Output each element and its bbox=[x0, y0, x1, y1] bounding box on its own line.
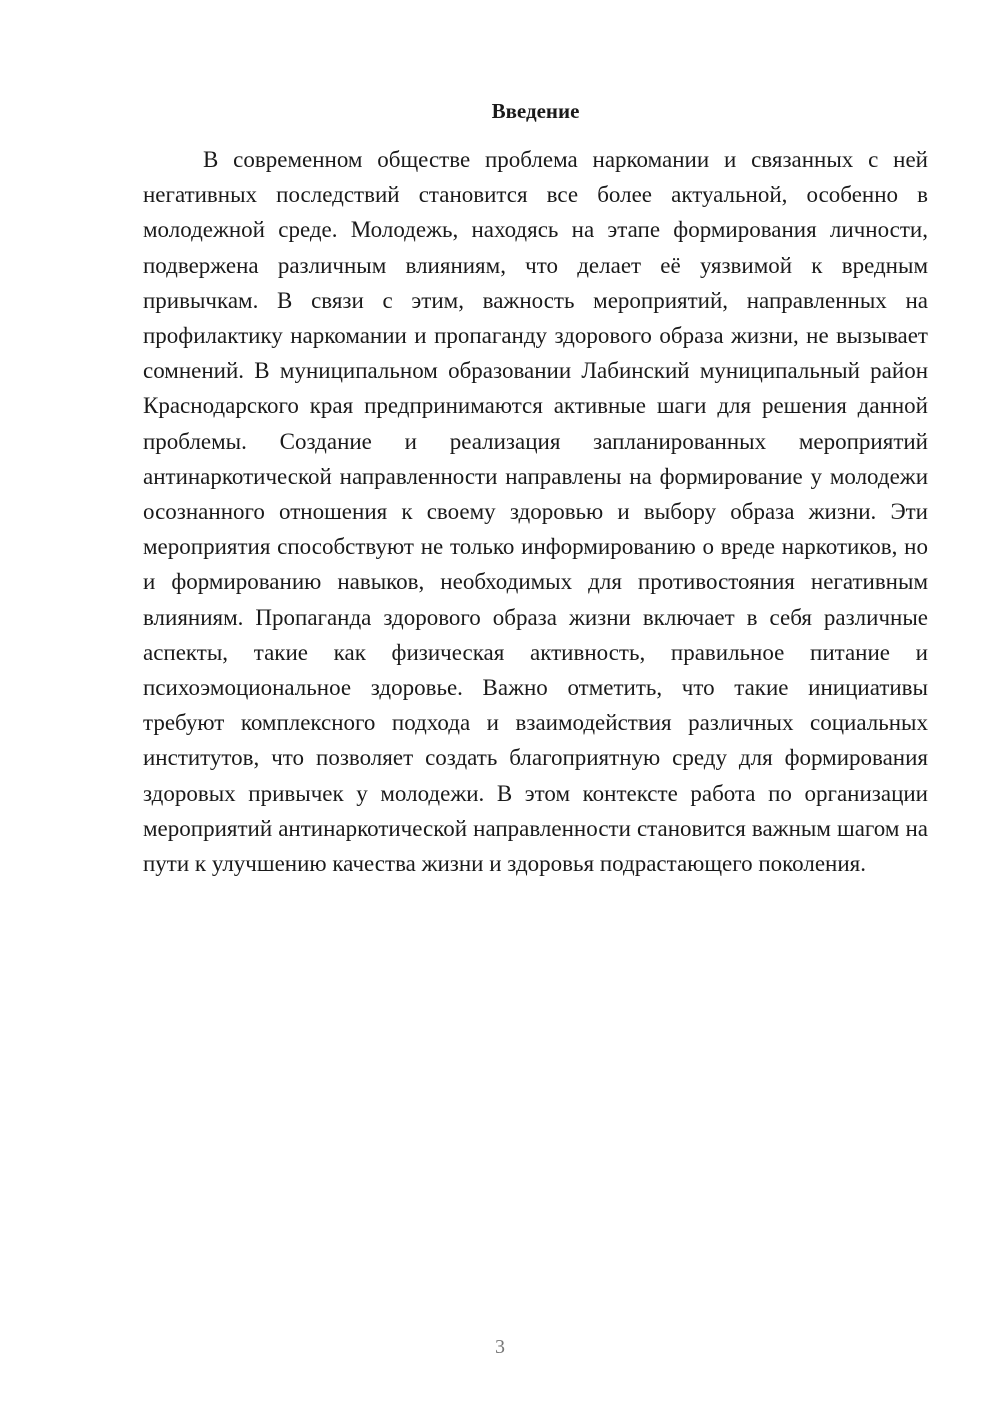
section-heading: Введение bbox=[491, 99, 580, 123]
body-paragraph: В современном обществе проблема наркомании и связанных с ней негативных последствий становится все более актуальной, особенно в молодежной среде. Молодежь, находясь на этапе формирования личности, подвержена различным влияниям, что делает её уязвимой к вредным привычкам. В связи с этим, важность мероприятий, направленных на профилактику наркомании и пропаганду здорового образа жизни, не вызывает сомнений. В муниципальном образовании Лабинский муниципальный район Краснодарского края предпринимаются активные шаги для решения данной проблемы. Создание и реализация запланированных мероприятий антинаркотической направленности направлены на формирование у молодежи осознанного отношения к своему здоровью и выбору образа жизни. Эти мероприятия способствуют не только информированию о вреде наркотиков, но и формированию навыков, необходимых для противостояния негативным влияниям. Пропаганда здорового образа жизни включает в себя различные аспекты, такие как физическая активность, правильное питание и психоэмоциональное здоровье. Важно отметить, что такие инициативы требуют комплексного подхода и взаимодействия различных социальных институтов, что позволяет создать благоприятную среду для формирования здоровых привычек у молодежи. В этом контексте работа по организации мероприятий антинаркотической направленности становится важным шагом на пути к улучшению качества жизни и здоровья подрастающего поколения. bbox=[143, 147, 928, 877]
page-number: 3 bbox=[495, 1336, 505, 1358]
